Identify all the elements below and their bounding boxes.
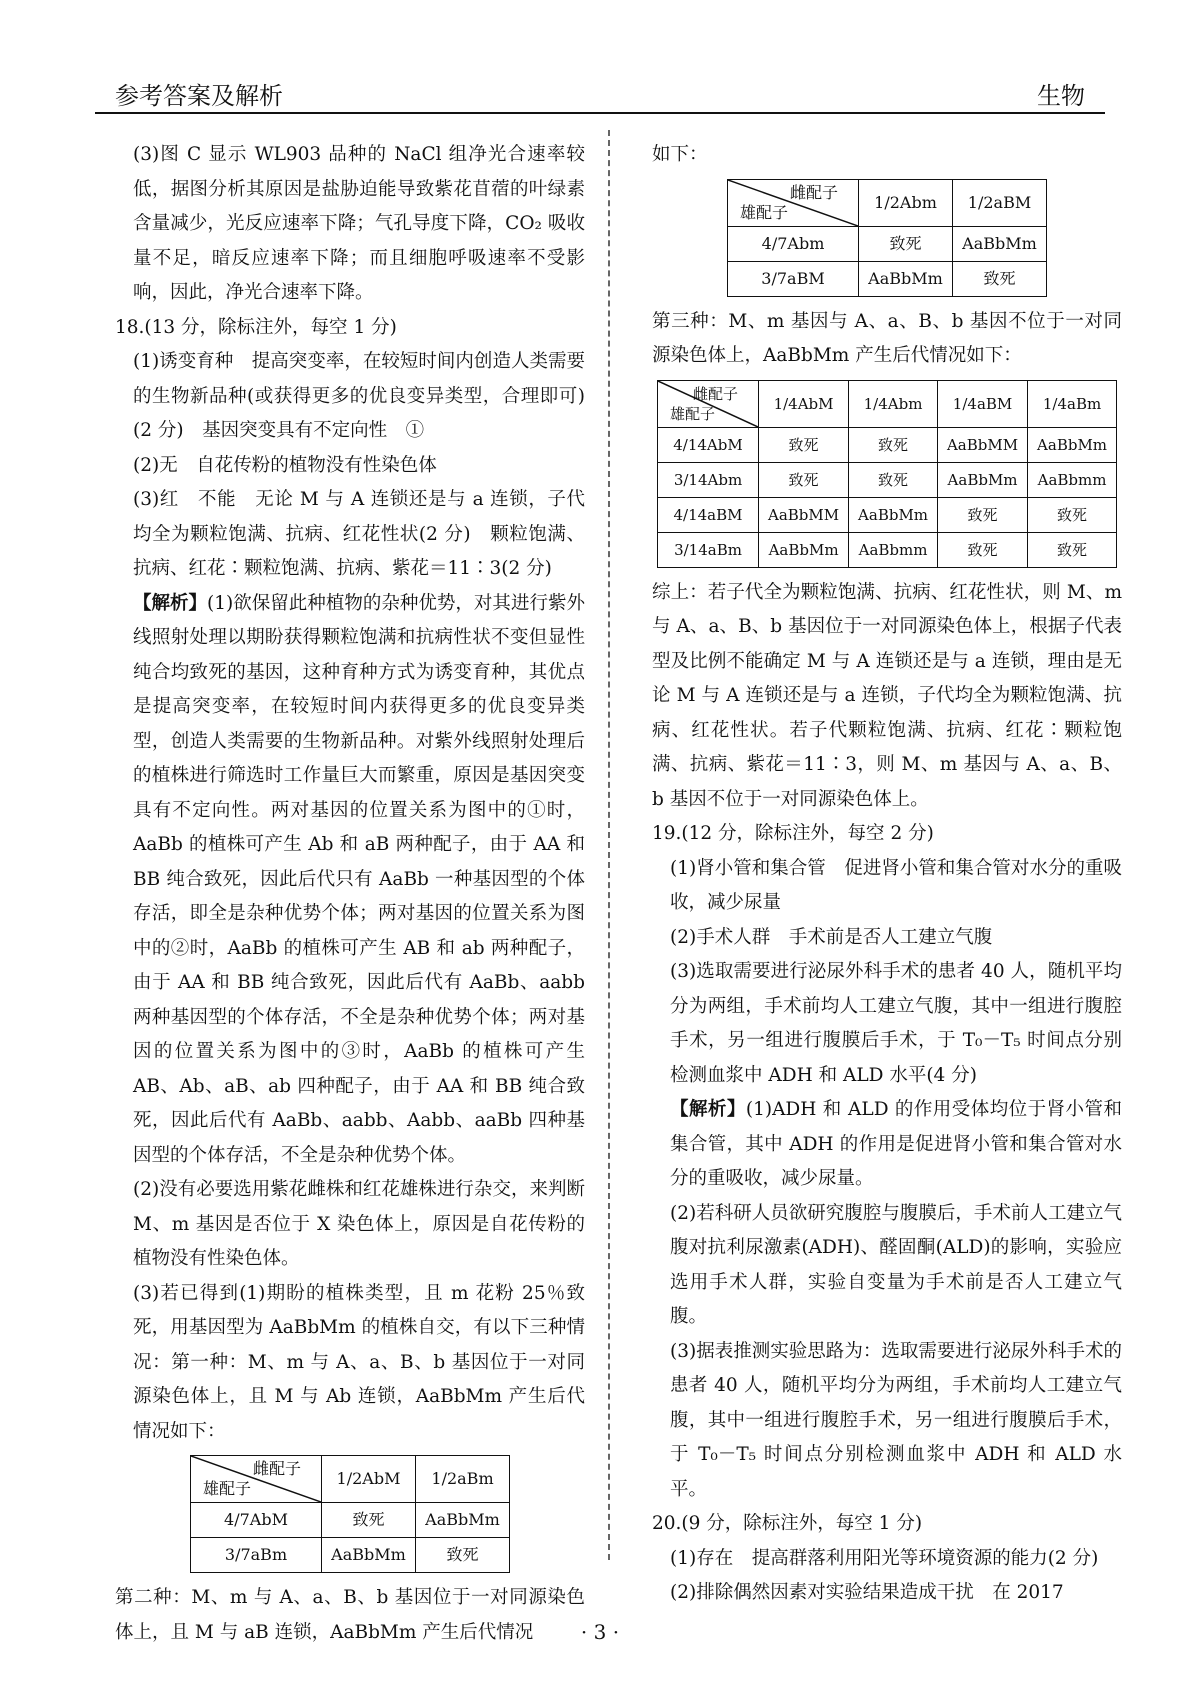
table-cell: 致死 xyxy=(849,462,938,497)
table-cell: 致死 xyxy=(759,462,849,497)
table-row-header: 3/14Abm xyxy=(658,462,759,497)
analysis-18-1: 【解析】(1)欲保留此种植物的杂种优势，对其进行紫外线照射处理以期盼获得颗粒饱满和抗病性状不变但显性纯合均致死的基因，这种育种方式为诱变育种，其优点是提高突变率，在较短时间内获得更多的优良变异类型，创造人类需要的生物新品种。对紫外线照射处理后的植株进行筛选时工作量巨大而繁重，原因是基因突变具有不定向性。两对基因的位置关系为图中的①时，AaBb 的植株可产生 Ab 和 aB 两种配子，由于 AA 和 BB 纯合致死，因此后代只有 AaBb 一种基因型的个体存活，即全是杂种优势个体；两对基因的位置关系为图中的②时，AaBb 的植株可产生 AB 和 ab 两种配子，由于 AA 和 BB 纯合致死，因此后代有 AaBb、aabb 两种基因型的个体存活，不全是杂种优势个体；两对基因的位置关系为图中的③时，AaBb 的植株可产生 AB、Ab、aB、ab 四种配子，由于 AA 和 BB 纯合致死，因此后代有 AaBb、aabb、Aabb、aaBb 四种基因型的个体存活，不全是杂种优势个体。 xyxy=(133,592,585,1166)
table-header: 1/2aBM xyxy=(953,179,1047,226)
table-cell: 致死 xyxy=(859,226,953,261)
table-cell: 致死 xyxy=(937,532,1027,567)
table-cell: AaBbMM xyxy=(937,427,1027,462)
answer-18-2: (2)无 自花传粉的植物没有性染色体 xyxy=(133,454,437,476)
answer-19-1: (1)肾小管和集合管 促进肾小管和集合管对水分的重吸收，减少尿量 xyxy=(670,857,1122,913)
right-column xyxy=(652,138,1122,1611)
table-cell: 致死 xyxy=(1028,497,1117,532)
answer-19-3: (3)选取需要进行泌尿外科手术的患者 40 人，随机平均分为两组，手术前均人工建立气腹，其中一组进行腹腔手术，另一组进行腹膜后手术，于 T₀－T₅ 时间点分别检测血浆中 ADH 和 ALD 水平(4 分) xyxy=(670,961,1122,1086)
answer-19-2: (2)手术人群 手术前是否人工建立气腹 xyxy=(670,926,993,948)
table-cell: AaBbMm xyxy=(322,1538,416,1573)
analysis-19-1: 【解析】(1)ADH 和 ALD 的作用受体均位于肾小管和集合管，其中 ADH 的作用是促进肾小管和集合管对水分的重吸收，减少尿量。 xyxy=(670,1099,1122,1189)
table-row-header: 4/14aBM xyxy=(658,497,759,532)
table-header: 1/4aBM xyxy=(937,380,1027,427)
table-cell: 致死 xyxy=(416,1538,510,1573)
paragraph: 综上：若子代全为颗粒饱满、抗病、红花性状，则 M、m 与 A、a、B、b 基因位于一对同源染色体上，根据子代表型及比例不能确定 M 与 A 连锁还是与 a 连锁，理由是无论 M 与 A 连锁还是与 a 连锁，子代均全为颗粒饱满、抗病、红花性状。若子代颗粒饱满、抗病、红花∶颗粒饱满、抗病、紫花＝11∶3，则 M、m 基因与 A、a、B、b 基因不位于一对同源染色体上。 xyxy=(652,581,1122,810)
genotype-table-2 xyxy=(727,179,1047,297)
page-header xyxy=(95,72,1105,114)
table-corner-cell: 雌配子 雄配子 xyxy=(658,380,759,427)
header-subject: 生物 xyxy=(1037,82,1085,110)
table-row-header: 3/7aBm xyxy=(191,1538,322,1573)
analysis-19-3: (3)据表推测实验思路为：选取需要进行泌尿外科手术的患者 40 人，随机平均分为两组，手术前均人工建立气腹，其中一组进行腹腔手术，另一组进行腹膜后手术，于 T₀－T₅ 时间点分别检测血浆中 ADH 和 ALD 水平。 xyxy=(670,1340,1122,1500)
table-cell: AaBbmm xyxy=(1028,462,1117,497)
analysis-18-2: (2)没有必要选用紫花雌株和红花雄株进行杂交，来判断 M、m 基因是否位于 X 染色体上，原因是自花传粉的植物没有性染色体。 xyxy=(133,1179,585,1269)
table-row-header: 4/7Abm xyxy=(728,226,859,261)
table-row-header: 4/14AbM xyxy=(658,427,759,462)
left-column xyxy=(115,138,585,1650)
analysis-label: 【解析】 xyxy=(670,1099,746,1120)
table-cell: AaBbMm xyxy=(953,226,1047,261)
answer-20-2: (2)排除偶然因素对实验结果造成干扰 在 2017 xyxy=(670,1582,1064,1603)
table-cell: 致死 xyxy=(937,497,1027,532)
table-row-header: 4/7AbM xyxy=(191,1503,322,1538)
table-cell: AaBbMm xyxy=(416,1503,510,1538)
table-header: 1/4aBm xyxy=(1028,380,1117,427)
genotype-table-1 xyxy=(190,1455,510,1573)
table-row-header: 3/14aBm xyxy=(658,532,759,567)
table-cell: AaBbmm xyxy=(849,532,938,567)
question-19-heading: 19.(12 分，除标注外，每空 2 分) xyxy=(652,823,934,844)
table-corner-cell: 雌配子 雄配子 xyxy=(728,179,859,226)
table-cell: AaBbMm xyxy=(759,532,849,567)
question-20-heading: 20.(9 分，除标注外，每空 1 分) xyxy=(652,1513,923,1534)
table-cell: 致死 xyxy=(1028,532,1117,567)
table-cell: 致死 xyxy=(849,427,938,462)
header-title: 参考答案及解析 xyxy=(115,82,283,110)
paragraph: (3)图 C 显示 WL903 品种的 NaCl 组净光合速率较低，据图分析其原因是盐胁迫能导致紫花苜蓿的叶绿素含量减少，光反应速率下降；气孔导度下降，CO₂ 吸收量不足，暗反应速率下降；而且细胞呼吸速率不受影响，因此，净光合速率下降。 xyxy=(133,144,585,303)
table-cell: AaBbMm xyxy=(1028,427,1117,462)
table-header: 1/4Abm xyxy=(849,380,938,427)
analysis-label: 【解析】 xyxy=(133,592,208,614)
answer-20-1: (1)存在 提高群落利用阳光等环境资源的能力(2 分) xyxy=(670,1547,1099,1569)
paragraph: 如下： xyxy=(652,144,708,165)
analysis-18-3: (3)若已得到(1)期盼的植株类型，且 m 花粉 25％致死，用基因型为 AaBbMm 的植株自交，有以下三种情况：第一种：M、m 与 A、a、B、b 基因位于一对同源染色体上，且 M 与 Ab 连锁，AaBbMm 产生后代情况如下： xyxy=(133,1282,585,1442)
question-18-heading: 18.(13 分，除标注外，每空 1 分) xyxy=(115,316,397,338)
table-header: 1/2AbM xyxy=(322,1456,416,1503)
table-header: 1/4AbM xyxy=(759,380,849,427)
table-header: 1/2Abm xyxy=(859,179,953,226)
table-row-header: 3/7aBM xyxy=(728,261,859,296)
paragraph: 第三种：M、m 基因与 A、a、B、b 基因不位于一对同源染色体上，AaBbMm 产生后代情况如下： xyxy=(652,310,1122,366)
table-cell: 致死 xyxy=(322,1503,416,1538)
analysis-19-2: (2)若科研人员欲研究腹腔与腹膜后，手术前人工建立气腹对抗利尿激素(ADH)、醛固酮(ALD)的影响，实验应选用手术人群，实验自变量为手术前是否人工建立气腹。 xyxy=(670,1202,1122,1327)
column-divider xyxy=(608,130,610,1560)
page-number: · 3 · xyxy=(580,1620,620,1644)
table-cell: AaBbMm xyxy=(849,497,938,532)
table-cell: AaBbMm xyxy=(937,462,1027,497)
genotype-table-3 xyxy=(657,380,1117,568)
table-corner-cell: 雌配子 雄配子 xyxy=(191,1456,322,1503)
answer-18-1: (1)诱变育种 提高突变率，在较短时间内创造人类需要的生物新品种(或获得更多的优良变异类型，合理即可)(2 分) 基因突变具有不定向性 ① xyxy=(133,351,585,441)
table-cell: AaBbMM xyxy=(759,497,849,532)
answer-18-3: (3)红 不能 无论 M 与 A 连锁还是与 a 连锁，子代均全为颗粒饱满、抗病、红花性状(2 分) 颗粒饱满、抗病、红花∶颗粒饱满、抗病、紫花＝11∶3(2 分) xyxy=(133,489,585,579)
table-cell: 致死 xyxy=(953,261,1047,296)
table-header: 1/2aBm xyxy=(416,1456,510,1503)
table-cell: 致死 xyxy=(759,427,849,462)
table-cell: AaBbMm xyxy=(859,261,953,296)
paragraph: 第二种：M、m 与 A、a、B、b 基因位于一对同源染色体上，且 M 与 aB 连锁，AaBbMm 产生后代情况 xyxy=(115,1587,585,1643)
